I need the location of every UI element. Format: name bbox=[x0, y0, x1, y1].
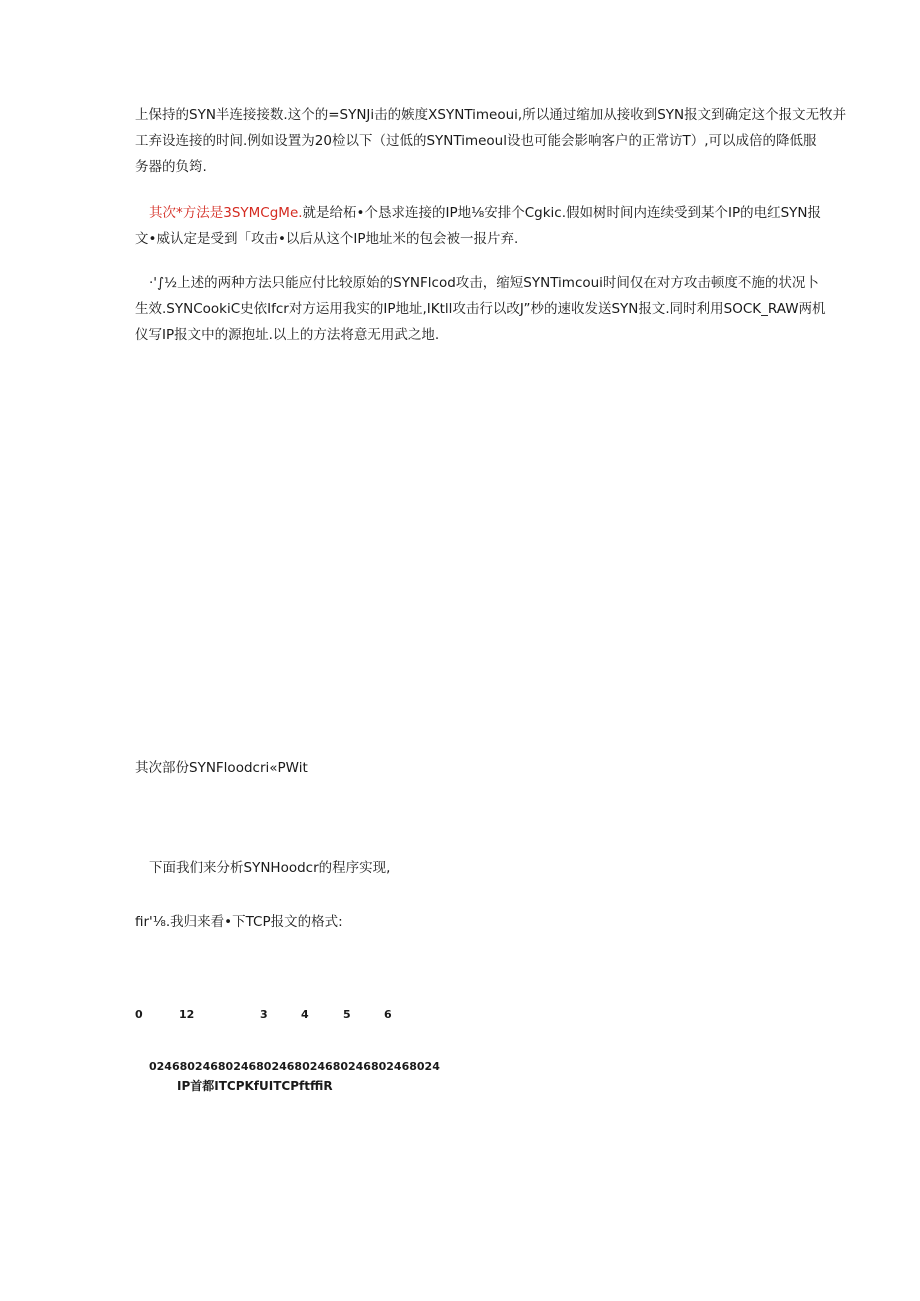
paragraph-2-line-2: 文•威认定是受到「攻击•以后从这个IP地址米的包会被一报片弃. bbox=[135, 231, 519, 247]
bit-label-3: 3 bbox=[260, 1008, 268, 1021]
paragraph-1-line-1: 上保持的SYN半连接接数.这个的=SYNJi击的嫉度XSYNTimeoui,所以通过缩加从接收到SYN报文到确定这个报文无牧并 bbox=[135, 107, 847, 123]
tcp-format-line: fir'⅛.我归来看•下TCP报文的格式: bbox=[135, 914, 343, 930]
paragraph-3-line-3: 仪写IP报文中的源抱址.以上的方法将意无用武之地. bbox=[135, 327, 440, 343]
bit-label-0: 0 bbox=[135, 1008, 143, 1021]
bit-label-12: 12 bbox=[179, 1008, 195, 1021]
bit-label-6: 6 bbox=[384, 1008, 392, 1021]
paragraph-1 bbox=[135, 102, 847, 180]
paragraph-2-line-1 bbox=[135, 200, 822, 226]
paragraph-1-line-2: 工弃设连接的时间.例如设置为20检以下（过低的SYNTimeoul设也可能会影响客户的正常访T）,可以成倍的降低服 bbox=[135, 133, 817, 149]
bit-digits: 02468024680246802468024680246802468024 bbox=[149, 1060, 440, 1073]
paragraph-2-line-1-text: 就是给柘•个恳求连接的IP地⅛安排个Cgkic.假如树时间内连续受到某个IP的电红SYN报 bbox=[302, 205, 822, 221]
paragraph-3 bbox=[135, 270, 826, 348]
intro-line: 下面我们来分析SYNHoodcr的程序实现, bbox=[149, 860, 391, 876]
bit-ruler bbox=[0, 1008, 920, 1028]
paragraph-1-line-3: 务器的负筠. bbox=[135, 159, 207, 175]
section-heading: 其次部份SYNFloodcri«PWit bbox=[135, 760, 308, 776]
paragraph-3-line-1: ·'∫½上述的两种方法只能应付比较原始的SYNFlcod攻击，缩短SYNTimcoui时间仅在对方攻击顿度不施的状况卜 bbox=[149, 275, 819, 291]
bit-label-4: 4 bbox=[301, 1008, 309, 1021]
bit-label-5: 5 bbox=[343, 1008, 351, 1021]
paragraph-2-red-prefix: 其次*方法是3SYMCgMe. bbox=[149, 205, 303, 221]
paragraph-2 bbox=[135, 200, 822, 252]
paragraph-3-line-2: 生效.SYNCookiC史依Ifcr对方运用我实的IP地址,IKtll攻击行以改J”杪的速收发送SYN报文.同时利用SOCK_RAW两机 bbox=[135, 301, 826, 317]
header-caption: IP首都ITCPKfUITCPftffiR bbox=[177, 1079, 333, 1093]
